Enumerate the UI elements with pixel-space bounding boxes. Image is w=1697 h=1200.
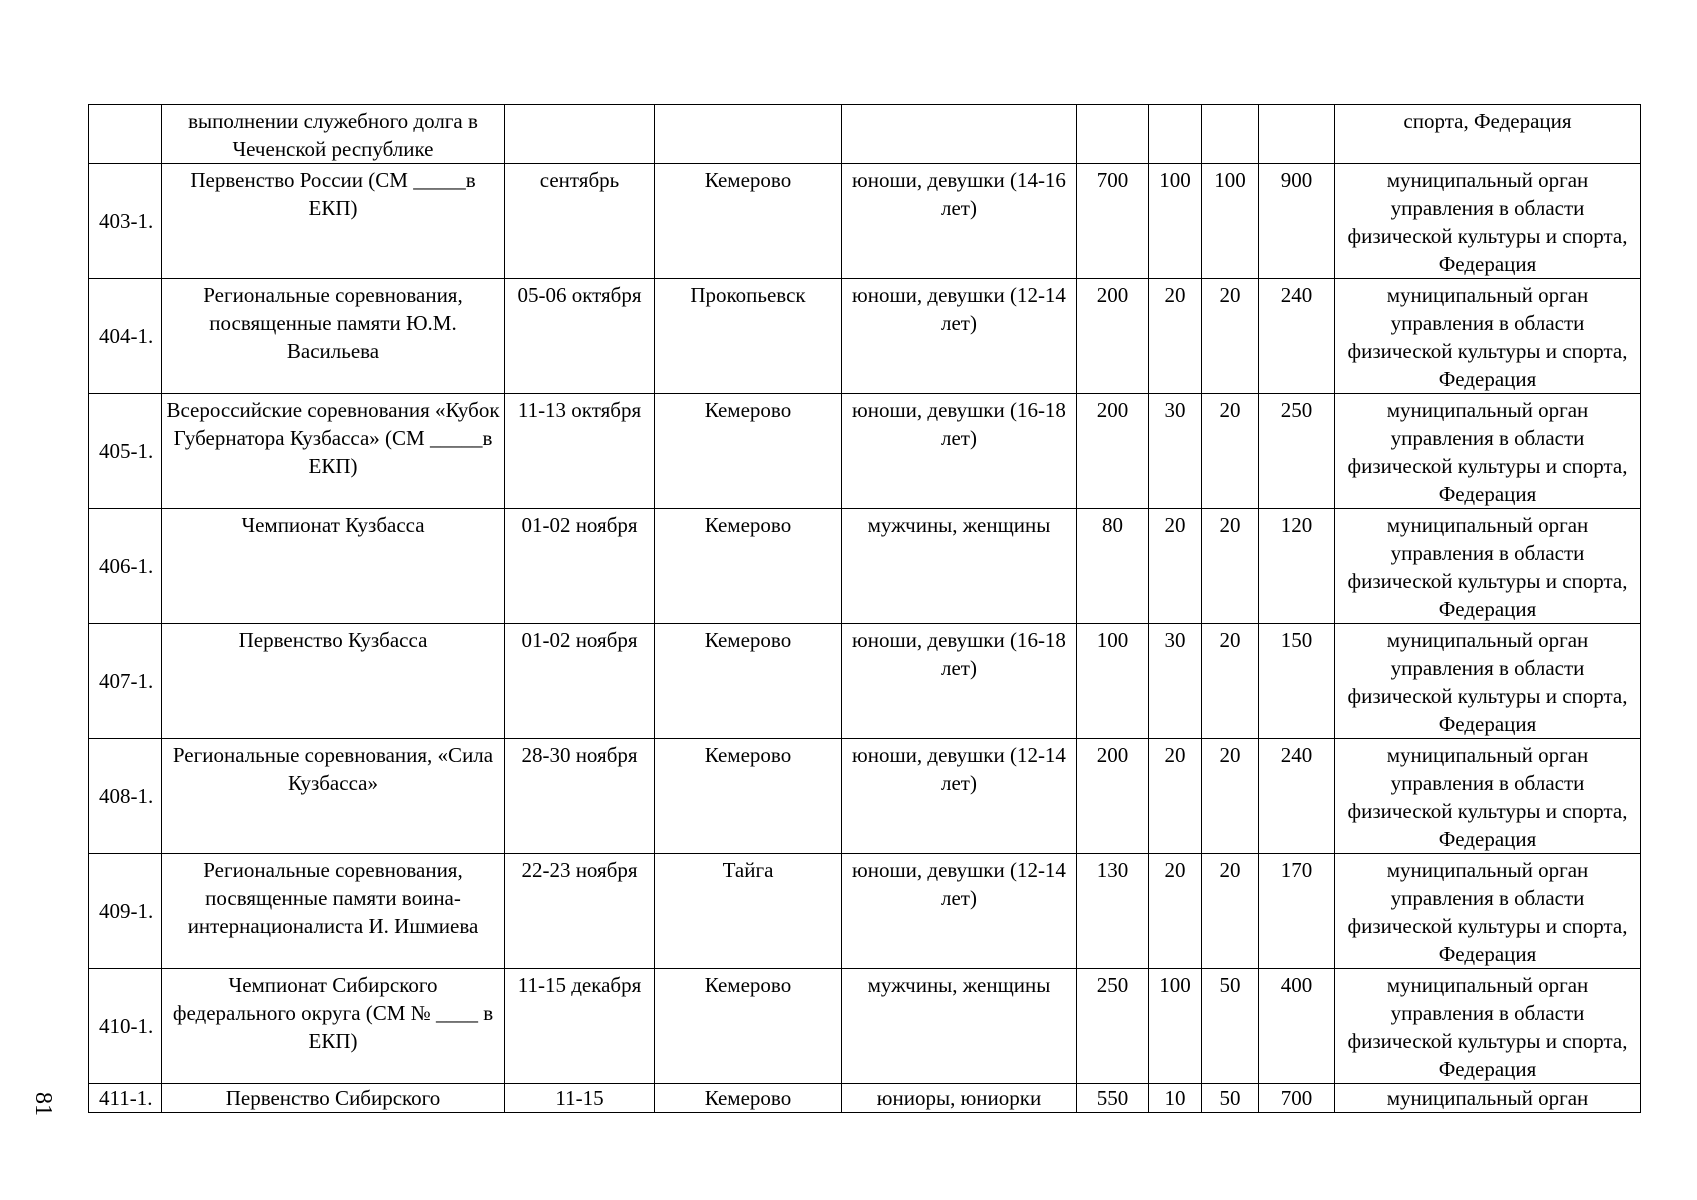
table-row — [89, 394, 1641, 509]
organizer-cell: спорта, Федерация — [1335, 105, 1641, 164]
event-number-cell: 408-1. — [89, 739, 162, 854]
event-place-cell: Кемерово — [655, 1084, 842, 1113]
event-number-cell: 406-1. — [89, 509, 162, 624]
event-name-cell: выполнении служебного долга в Чеченской республике — [162, 105, 505, 164]
count-col4-cell: 240 — [1259, 279, 1335, 394]
event-date-cell: сентябрь — [505, 164, 655, 279]
event-name-cell: Региональные соревнования, «Сила Кузбасса» — [162, 739, 505, 854]
event-number-cell: 411-1. — [89, 1084, 162, 1113]
event-place-cell: Прокопьевск — [655, 279, 842, 394]
count-col3-cell: 100 — [1202, 164, 1259, 279]
organizer-cell: муниципальный орган управления в области физической культуры и спорта, Федерация — [1335, 854, 1641, 969]
event-place-cell — [655, 105, 842, 164]
event-number-cell: 404-1. — [89, 279, 162, 394]
events-table-body — [89, 105, 1641, 1113]
count-col3-cell: 20 — [1202, 509, 1259, 624]
count-col2-cell: 30 — [1149, 624, 1202, 739]
participants-cell: юноши, девушки (12-14 лет) — [842, 854, 1077, 969]
count-col2-cell: 20 — [1149, 509, 1202, 624]
organizer-cell: муниципальный орган управления в области физической культуры и спорта, Федерация — [1335, 624, 1641, 739]
participants-cell: юноши, девушки (12-14 лет) — [842, 279, 1077, 394]
count-col1-cell: 550 — [1077, 1084, 1149, 1113]
count-col4-cell: 700 — [1259, 1084, 1335, 1113]
count-col1-cell: 200 — [1077, 739, 1149, 854]
participants-cell: мужчины, женщины — [842, 969, 1077, 1084]
count-col4-cell: 250 — [1259, 394, 1335, 509]
participants-cell: юноши, девушки (14-16 лет) — [842, 164, 1077, 279]
event-date-cell: 11-13 октября — [505, 394, 655, 509]
event-place-cell: Кемерово — [655, 969, 842, 1084]
count-col3-cell: 50 — [1202, 1084, 1259, 1113]
organizer-cell: муниципальный орган управления в области физической культуры и спорта, Федерация — [1335, 969, 1641, 1084]
count-col3-cell: 20 — [1202, 739, 1259, 854]
count-col4-cell: 240 — [1259, 739, 1335, 854]
event-place-cell: Кемерово — [655, 624, 842, 739]
event-number-cell: 410-1. — [89, 969, 162, 1084]
count-col2-cell: 100 — [1149, 164, 1202, 279]
event-date-cell: 11-15 декабря — [505, 969, 655, 1084]
count-col1-cell: 100 — [1077, 624, 1149, 739]
event-place-cell: Тайга — [655, 854, 842, 969]
event-place-cell: Кемерово — [655, 739, 842, 854]
event-place-cell: Кемерово — [655, 164, 842, 279]
count-col4-cell: 400 — [1259, 969, 1335, 1084]
table-row — [89, 854, 1641, 969]
count-col1-cell: 200 — [1077, 279, 1149, 394]
count-col3-cell: 20 — [1202, 854, 1259, 969]
count-col4-cell — [1259, 105, 1335, 164]
participants-cell: мужчины, женщины — [842, 509, 1077, 624]
participants-cell: юноши, девушки (16-18 лет) — [842, 624, 1077, 739]
count-col1-cell: 250 — [1077, 969, 1149, 1084]
event-place-cell: Кемерово — [655, 509, 842, 624]
event-number-cell: 405-1. — [89, 394, 162, 509]
event-date-cell: 01-02 ноября — [505, 509, 655, 624]
count-col1-cell: 80 — [1077, 509, 1149, 624]
event-date-cell: 11-15 — [505, 1084, 655, 1113]
event-name-cell: Первенство России (СМ _____в ЕКП) — [162, 164, 505, 279]
count-col1-cell: 700 — [1077, 164, 1149, 279]
table-row — [89, 279, 1641, 394]
count-col1-cell: 200 — [1077, 394, 1149, 509]
count-col4-cell: 120 — [1259, 509, 1335, 624]
event-place-cell: Кемерово — [655, 394, 842, 509]
count-col2-cell: 10 — [1149, 1084, 1202, 1113]
participants-cell: юниоры, юниорки — [842, 1084, 1077, 1113]
count-col2-cell — [1149, 105, 1202, 164]
table-row — [89, 624, 1641, 739]
participants-cell: юноши, девушки (16-18 лет) — [842, 394, 1077, 509]
count-col3-cell: 50 — [1202, 969, 1259, 1084]
count-col2-cell: 20 — [1149, 279, 1202, 394]
event-name-cell: Чемпионат Кузбасса — [162, 509, 505, 624]
table-row — [89, 164, 1641, 279]
event-date-cell: 05-06 октября — [505, 279, 655, 394]
organizer-cell: муниципальный орган управления в области физической культуры и спорта, Федерация — [1335, 739, 1641, 854]
event-name-cell: Всероссийские соревнования «Кубок Губернатора Кузбасса» (СМ _____в ЕКП) — [162, 394, 505, 509]
organizer-cell: муниципальный орган управления в области физической культуры и спорта, Федерация — [1335, 509, 1641, 624]
count-col3-cell — [1202, 105, 1259, 164]
event-name-cell: Чемпионат Сибирского федерального округа (СМ № ____ в ЕКП) — [162, 969, 505, 1084]
table-row — [89, 969, 1641, 1084]
count-col2-cell: 100 — [1149, 969, 1202, 1084]
count-col1-cell: 130 — [1077, 854, 1149, 969]
event-name-cell: Региональные соревнования, посвященные памяти воина-интернационалиста И. Ишмиева — [162, 854, 505, 969]
event-name-cell: Региональные соревнования, посвященные памяти Ю.М. Васильева — [162, 279, 505, 394]
event-number-cell: 409-1. — [89, 854, 162, 969]
table-row — [89, 509, 1641, 624]
count-col4-cell: 900 — [1259, 164, 1335, 279]
event-number-cell — [89, 105, 162, 164]
event-number-cell: 403-1. — [89, 164, 162, 279]
event-name-cell: Первенство Сибирского — [162, 1084, 505, 1113]
organizer-cell: муниципальный орган управления в области физической культуры и спорта, Федерация — [1335, 279, 1641, 394]
table-row — [89, 1084, 1641, 1113]
organizer-cell: муниципальный орган управления в области физической культуры и спорта, Федерация — [1335, 394, 1641, 509]
page-number: 81 — [30, 1092, 56, 1116]
participants-cell — [842, 105, 1077, 164]
event-name-cell: Первенство Кузбасса — [162, 624, 505, 739]
count-col2-cell: 20 — [1149, 854, 1202, 969]
count-col4-cell: 150 — [1259, 624, 1335, 739]
organizer-cell: муниципальный орган управления в области физической культуры и спорта, Федерация — [1335, 164, 1641, 279]
count-col3-cell: 20 — [1202, 279, 1259, 394]
event-date-cell — [505, 105, 655, 164]
event-date-cell: 01-02 ноября — [505, 624, 655, 739]
count-col3-cell: 20 — [1202, 394, 1259, 509]
event-date-cell: 22-23 ноября — [505, 854, 655, 969]
count-col2-cell: 30 — [1149, 394, 1202, 509]
count-col1-cell — [1077, 105, 1149, 164]
events-table — [88, 104, 1641, 1113]
event-date-cell: 28-30 ноября — [505, 739, 655, 854]
organizer-cell: муниципальный орган — [1335, 1084, 1641, 1113]
table-row — [89, 105, 1641, 164]
count-col2-cell: 20 — [1149, 739, 1202, 854]
table-row — [89, 739, 1641, 854]
count-col3-cell: 20 — [1202, 624, 1259, 739]
event-number-cell: 407-1. — [89, 624, 162, 739]
participants-cell: юноши, девушки (12-14 лет) — [842, 739, 1077, 854]
count-col4-cell: 170 — [1259, 854, 1335, 969]
